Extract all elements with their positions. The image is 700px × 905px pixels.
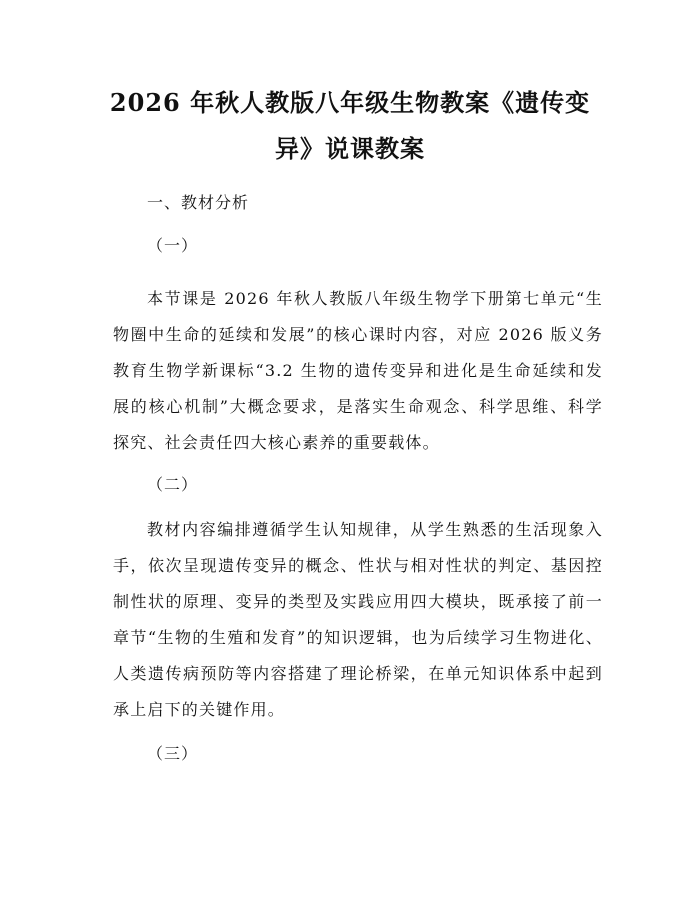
subsection-heading-3: （三） — [147, 744, 199, 763]
subsection-heading-1: （一） — [147, 236, 199, 255]
section-heading-textbook-analysis: 一、教材分析 — [147, 193, 250, 212]
document-title-line-1: 2026 年秋人教版八年级生物教案《遗传变 — [109, 88, 591, 117]
subsection-heading-2: （二） — [147, 475, 199, 494]
paragraph-1: 本节课是 2026 年秋人教版八年级生物学下册第七单元“生物圈中生命的延续和发展”的核心课时内容，对应 2026 版义务教育生物学新课标“3.2 生物的遗传变异和进化是生命延续和发展的核心机制”大概念要求，是落实生命观念、科学思维、科学探究、社会责任四大核心素养的重要载体。 — [113, 289, 603, 452]
document-title-line-2: 异》说课教案 — [275, 134, 425, 163]
paragraph-2: 教材内容编排遵循学生认知规律，从学生熟悉的生活现象入手，依次呈现遗传变异的概念、性状与相对性状的判定、基因控制性状的原理、变异的类型及实践应用四大模块，既承接了前一章节“生物的生殖和发育”的知识逻辑，也为后续学习生物进化、人类遗传病预防等内容搭建了理论桥梁，在单元知识体系中起到承上启下的关键作用。 — [113, 520, 603, 719]
